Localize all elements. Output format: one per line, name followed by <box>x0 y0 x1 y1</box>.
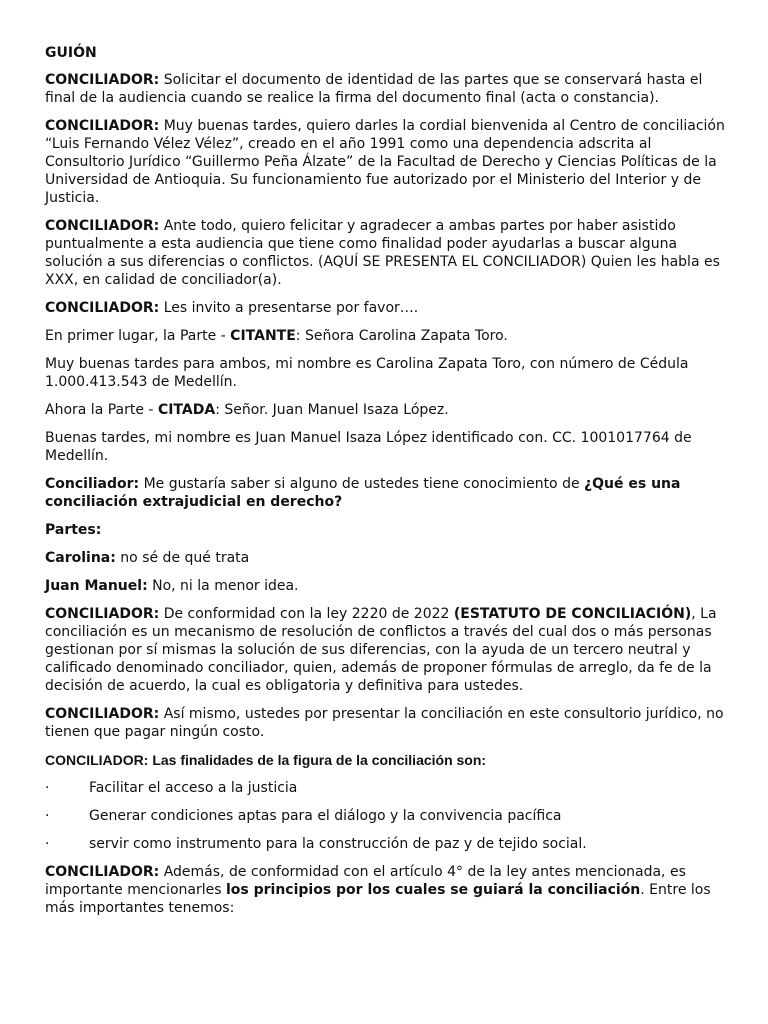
paragraph-principios: CONCILIADOR: Además, de conformidad con el artículo 4° de la ley antes mencionada, es importante mencionarles los principios por los cuales se guiará la conciliación. Entre los más importantes tenemos: <box>45 864 711 916</box>
paragraph-welcome: CONCILIADOR: Muy buenas tardes, quiero darles la cordial bienvenida al Centro de conciliación “Luis Fernando Vélez Vélez”, creado en el año 1991 como una dependencia adscrita al Consultorio Jurídico “Guillermo Peña Álzate” de la Facultad de Derecho y Ciencias Políticas de la Universidad de Antioquia. Su funcionamiento fue autorizado por el Ministerio del Interior y de Justicia. <box>45 118 725 206</box>
paragraph-carolina-intro: Muy buenas tardes para ambos, mi nombre es Carolina Zapata Toro, con número de Cédula 1.000.413.543 de Medellín. <box>45 356 689 390</box>
speaker-label: CONCILIADOR: <box>45 218 160 234</box>
speaker-label: Carolina: <box>45 550 116 566</box>
paragraph-identity: CONCILIADOR: Solicitar el documento de identidad de las partes que se conservará hasta el final de la audiencia cuando se realice la firma del documento final (acta o constancia). <box>45 72 703 106</box>
list-item: · Generar condiciones aptas para el diálogo y la convivencia pacífica <box>45 808 562 824</box>
paragraph-carolina-answer: Carolina: no sé de qué trata <box>45 550 250 566</box>
speaker-label: Conciliador: <box>45 476 140 492</box>
paragraph-definition: CONCILIADOR: De conformidad con la ley 2220 de 2022 (ESTATUTO DE CONCILIACIÓN), La conciliación es un mecanismo de resolución de conflictos a través del cual dos o más personas gestionan por sí mismas la solución de sus diferencias, con la ayuda de un tercero neutral y calificado denominado conciliador, quien, además de proponer fórmulas de arreglo, da fe de la decisión de acuerdo, la cual es obligatoria y definitiva para ustedes. <box>45 606 717 694</box>
paragraph-juan-answer: Juan Manuel: No, ni la menor idea. <box>45 578 299 594</box>
speaker-label: CONCILIADOR: <box>45 864 160 880</box>
bullet-mark: · <box>45 836 50 852</box>
list-item: · servir como instrumento para la construcción de paz y de tejido social. <box>45 836 587 852</box>
paragraph-juan-intro: Buenas tardes, mi nombre es Juan Manuel Isaza López identificado con. CC. 1001017764 de Medellín. <box>45 430 692 464</box>
paragraph-cost: CONCILIADOR: Así mismo, ustedes por presentar la conciliación en este consultorio jurídico, no tienen que pagar ningún costo. <box>45 706 724 740</box>
document-title: GUIÓN <box>45 45 97 61</box>
paragraph-finalidades: CONCILIADOR: Las finalidades de la figura de la conciliación son: <box>45 752 487 768</box>
paragraph-citante: En primer lugar, la Parte - CITANTE: Señora Carolina Zapata Toro. <box>45 328 508 344</box>
speaker-label: Juan Manuel: <box>45 578 148 594</box>
speaker-label: CONCILIADOR: <box>45 706 160 722</box>
paragraph-invite: CONCILIADOR: Les invito a presentarse por favor…. <box>45 300 419 316</box>
paragraph-partes: Partes: <box>45 522 102 538</box>
speaker-label: CONCILIADOR: <box>45 606 160 622</box>
paragraph-citada: Ahora la Parte - CITADA: Señor. Juan Manuel Isaza López. <box>45 402 449 418</box>
paragraph-question: Conciliador: Me gustaría saber si alguno de ustedes tiene conocimiento de ¿Qué es una conciliación extrajudicial en derecho? <box>45 476 681 510</box>
bullet-mark: · <box>45 808 50 824</box>
speaker-label: CONCILIADOR: <box>45 72 160 88</box>
speaker-label: CONCILIADOR: <box>45 300 160 316</box>
speaker-label: CONCILIADOR: <box>45 118 160 134</box>
paragraph-greeting: CONCILIADOR: Ante todo, quiero felicitar y agradecer a ambas partes por haber asistido puntualmente a esta audiencia que tiene como finalidad poder ayudarlas a buscar alguna solución a sus diferencias o conflictos. (AQUÍ SE PRESENTA EL CONCILIADOR) Quien les habla es XXX, en calidad de conciliador(a). <box>45 218 720 288</box>
bullet-mark: · <box>45 780 50 796</box>
list-item: · Facilitar el acceso a la justicia <box>45 780 298 796</box>
